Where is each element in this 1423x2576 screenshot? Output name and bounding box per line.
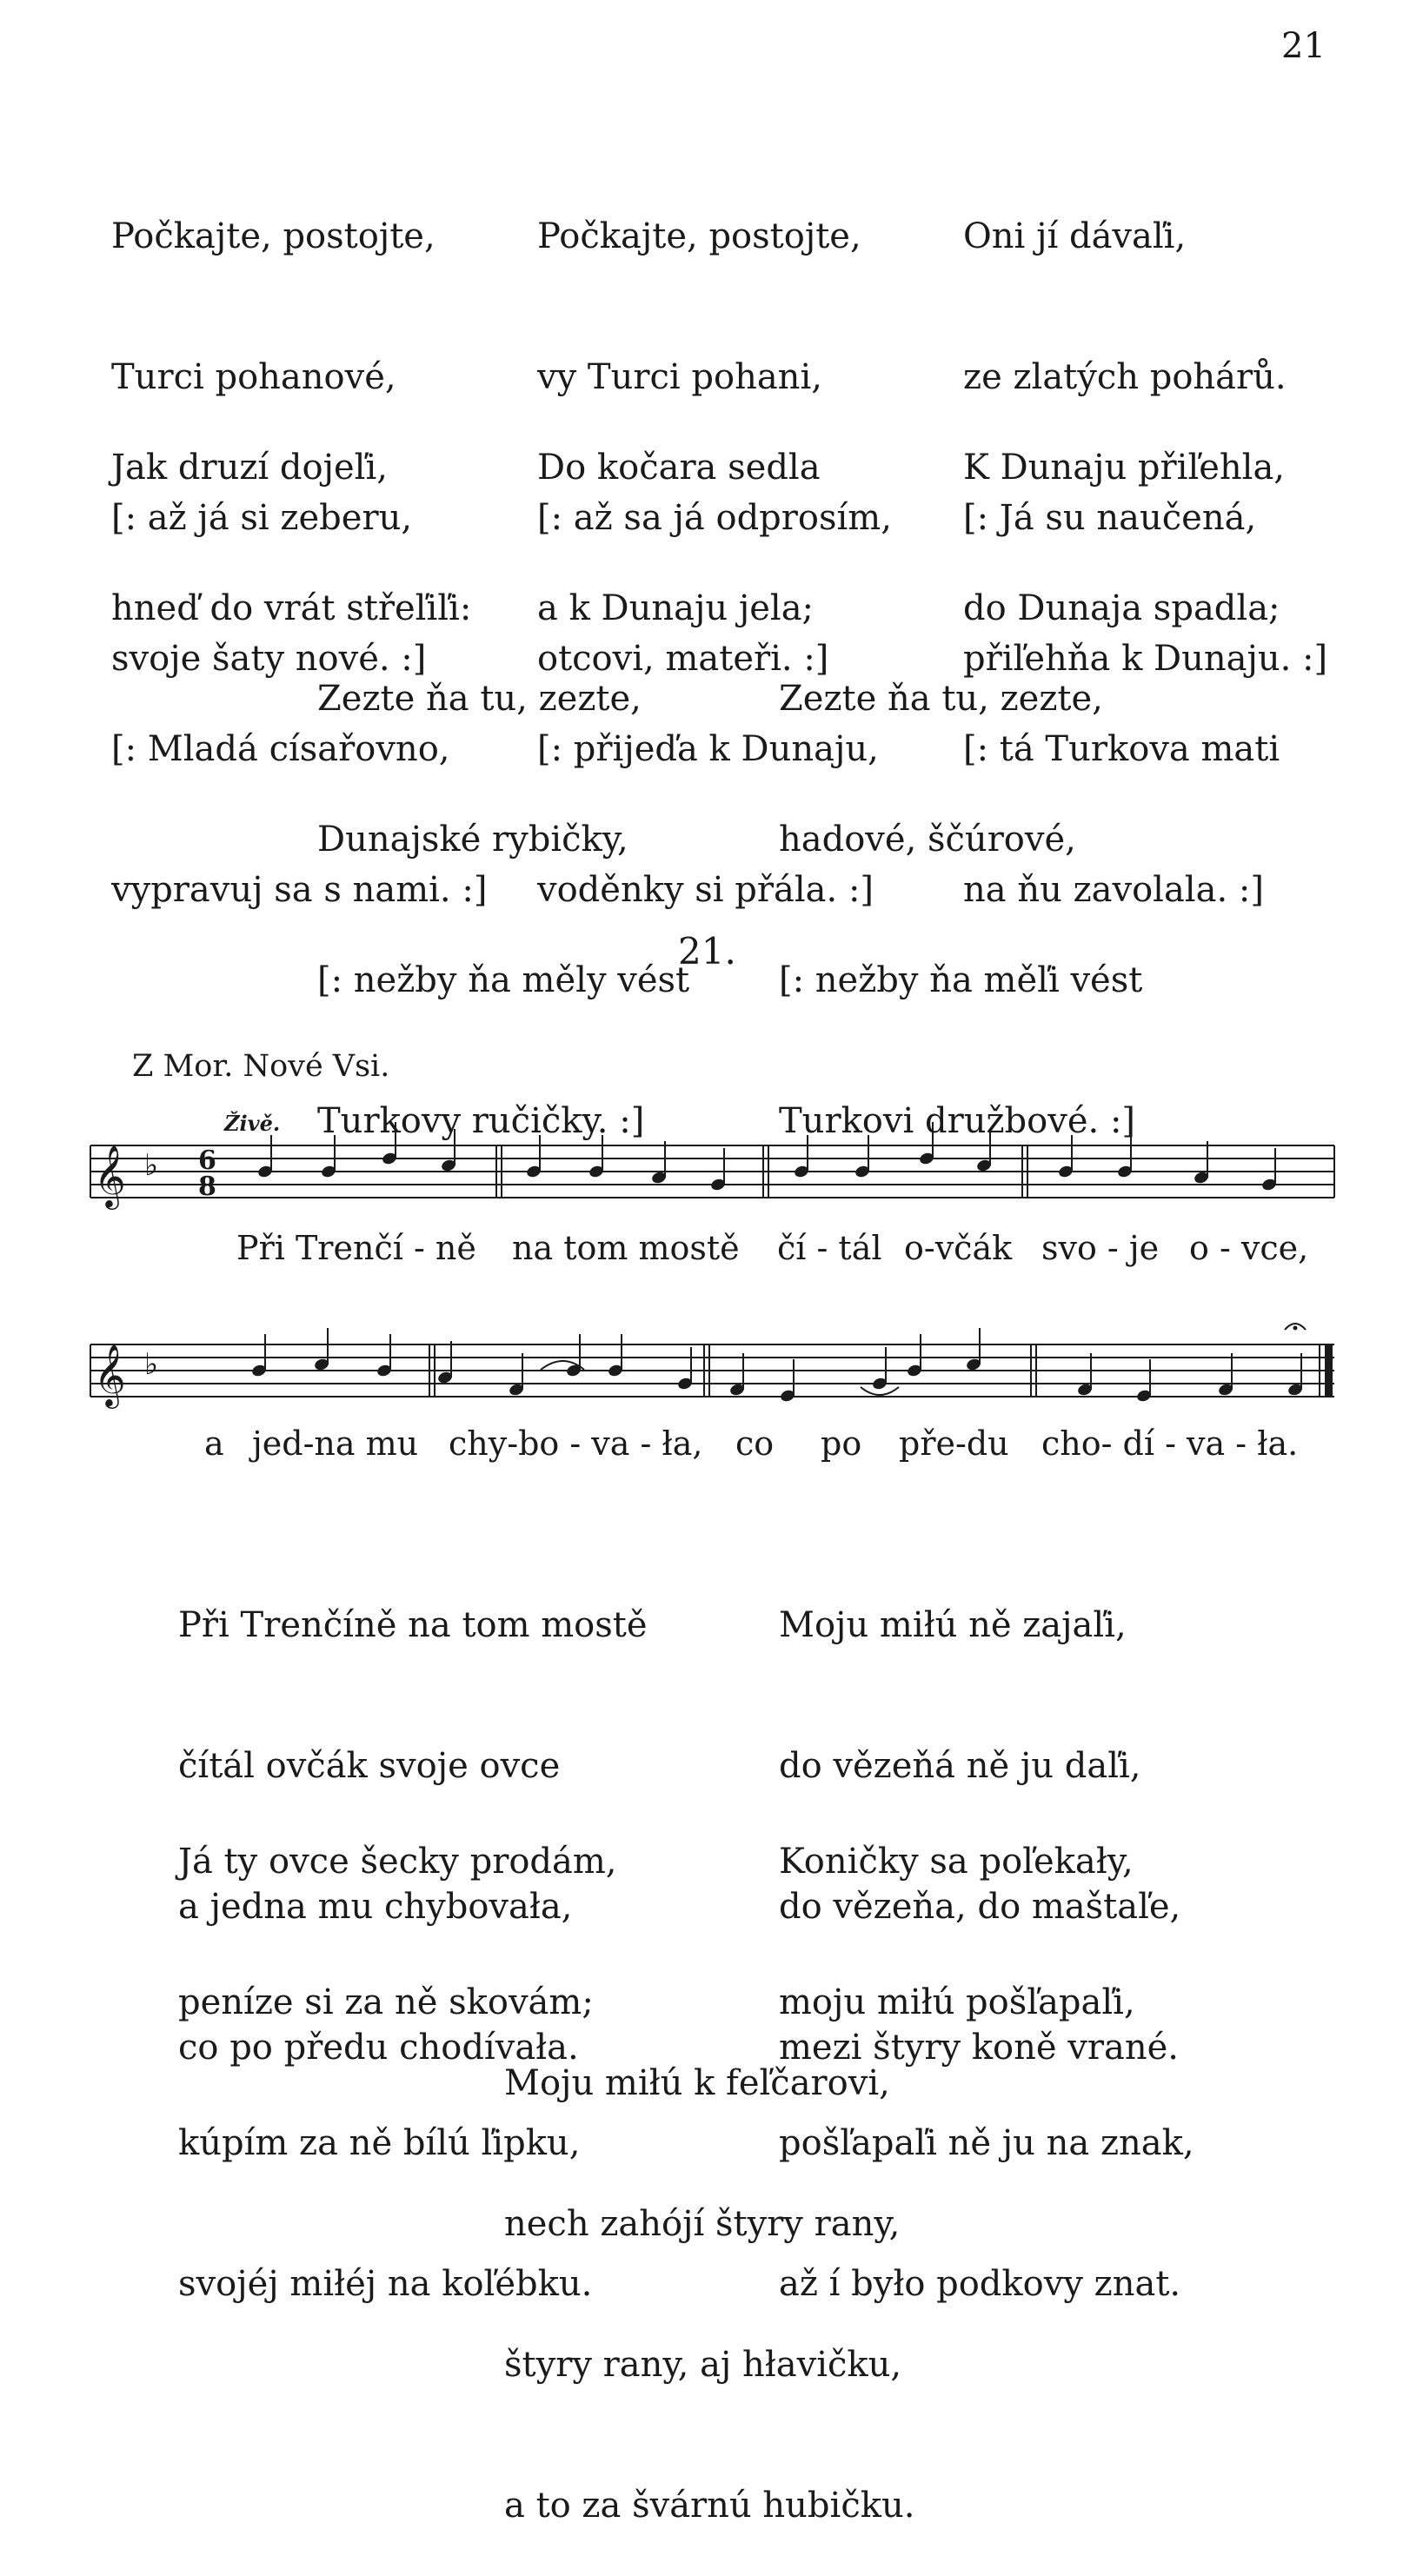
stanza-line: až í było podkovy znat. xyxy=(779,2264,1181,2304)
lyric-syllables: co xyxy=(735,1424,775,1463)
stanza-line: do vězeňá ně ju daľi, xyxy=(779,1746,1141,1786)
stanza-line: Já ty ovce šecky prodám, xyxy=(178,1842,617,1882)
stanza-line: čítál ovčák svoje ovce xyxy=(178,1746,561,1786)
stanza-line: hadové, ščúrové, xyxy=(779,820,1076,860)
stanza-line: do Dunaja spadla; xyxy=(963,588,1280,628)
stanza-line: moju miłú pošľapaľi, xyxy=(779,1982,1135,2022)
stanza-line: štyry rany, aj hłavičku, xyxy=(504,2345,902,2385)
song-origin: Z Mor. Nové Vsi. xyxy=(132,1049,390,1084)
stanza-line: Zezte ňa tu, zezte, xyxy=(317,679,642,719)
stanza-line: na ňu zavolala. :] xyxy=(963,870,1264,910)
stanza-line: [: Mladá císařovno, xyxy=(111,729,450,769)
lyric-syllables: čí - tál xyxy=(777,1229,882,1267)
stanza-line: [: přijeďa k Dunaju, xyxy=(537,729,879,769)
stanza-line: přiľehňa k Dunaju. :] xyxy=(963,639,1328,679)
treble-clef-icon: 𝄞 xyxy=(94,1343,126,1406)
lyric-syllables: o-včák xyxy=(904,1229,1013,1267)
stanza-line: mezi štyry koně vrané. xyxy=(779,2028,1179,2068)
lyric-syllables: na tom mostě xyxy=(512,1229,740,1267)
stanza-line: Při Trenčíně na tom mostě xyxy=(178,1605,648,1645)
stanza-line: svoje šaty nové. :] xyxy=(111,639,427,679)
stanza-line: Počkajte, postojte, xyxy=(111,216,436,256)
stanza-line: kúpím za ně bílú ľipku, xyxy=(178,2123,581,2163)
treble-clef-icon: 𝄞 xyxy=(94,1144,126,1207)
stanza-line: Dunajské rybičky, xyxy=(317,820,628,860)
stanza-line: hneď do vrát střeľiľi: xyxy=(111,588,472,628)
song-number: 21. xyxy=(678,930,736,973)
stanza-line: vypravuj sa s nami. :] xyxy=(111,870,488,910)
stanza-line: peníze si za ně skovám; xyxy=(178,1982,594,2022)
stanza-line: a jedna mu chybovała, xyxy=(178,1887,573,1927)
stanza-line: svojéj miłéj na koľébku. xyxy=(178,2264,593,2304)
stanza-line: [: až sa já odprosím, xyxy=(537,498,892,538)
lyric-syllables: a xyxy=(204,1424,224,1463)
stanza-line: Koničky sa poľekały, xyxy=(779,1842,1134,1882)
time-signature-bottom: 8 xyxy=(198,1172,216,1202)
stanza-line: [: nežby ňa měly vést xyxy=(317,960,690,1000)
stanza-line: [: tá Turkova mati xyxy=(963,729,1280,769)
stanza-13 xyxy=(504,1966,914,2576)
stanza-line: do vězeňa, do maštaľe, xyxy=(779,1887,1181,1927)
stanza-line: Jak druzí dojeľi, xyxy=(111,448,388,488)
stanza-line: otcovi, mateři. :] xyxy=(537,639,829,679)
stanza-line: Turkovy ručičky. :] xyxy=(317,1101,645,1141)
lyric-syllables: svo - je xyxy=(1041,1229,1160,1267)
stanza-line: [: nežby ňa měľi vést xyxy=(779,960,1143,1000)
stanza-line: Do kočara sedla xyxy=(537,448,821,488)
stanza-line: voděnky si přála. :] xyxy=(537,870,874,910)
stanza-line: Moju miłú ně zajaľi, xyxy=(779,1605,1127,1645)
lyric-syllables: jed-na mu xyxy=(252,1424,419,1463)
stanza-line: ze zlatých pohárů. xyxy=(963,357,1287,397)
stanza-line: Turkovi družbové. :] xyxy=(779,1101,1136,1141)
stanza-line: [: až já si zeberu, xyxy=(111,498,413,538)
lyric-syllables: cho- dí - va - ła. xyxy=(1041,1424,1299,1463)
stanza-line: [: Já su naučená, xyxy=(963,498,1257,538)
stanza-line: nech zahójí štyry rany, xyxy=(504,2204,901,2244)
stanza-line: Počkajte, postojte, xyxy=(537,216,861,256)
lyric-syllables: Při Trenčí - ně xyxy=(236,1229,476,1267)
stanza-line: pošľapaľi ně ju na znak, xyxy=(779,2123,1194,2163)
tempo-marking: Živě. xyxy=(224,1111,281,1136)
page-number: 21 xyxy=(1281,26,1326,66)
lyric-syllables: chy-bo - va - ła, xyxy=(449,1424,703,1463)
lyric-syllables: o - vce, xyxy=(1189,1229,1309,1267)
stanza-line: co po předu chodívała. xyxy=(178,2028,579,2068)
lyric-syllables: pře-du xyxy=(899,1424,1009,1463)
stanza-line: Zezte ňa tu, zezte, xyxy=(779,679,1103,719)
stanza-line: Turci pohanové, xyxy=(111,357,396,397)
stanza-line: Moju miłú k feľčarovi, xyxy=(504,2063,890,2103)
stanza-line: vy Turci pohani, xyxy=(537,357,822,397)
flat-icon: ♭ xyxy=(144,1347,159,1382)
time-signature-top: 6 xyxy=(198,1145,216,1176)
stanza-line: a to za švárnú hubičku. xyxy=(504,2486,915,2526)
lyric-syllables: po xyxy=(821,1424,862,1463)
stanza-line: Oni jí dávaľi, xyxy=(963,216,1187,256)
flat-icon: ♭ xyxy=(144,1148,159,1183)
stanza-line: a k Dunaju jela; xyxy=(537,588,815,628)
stanza-line: K Dunaju přiľehla, xyxy=(963,448,1286,488)
